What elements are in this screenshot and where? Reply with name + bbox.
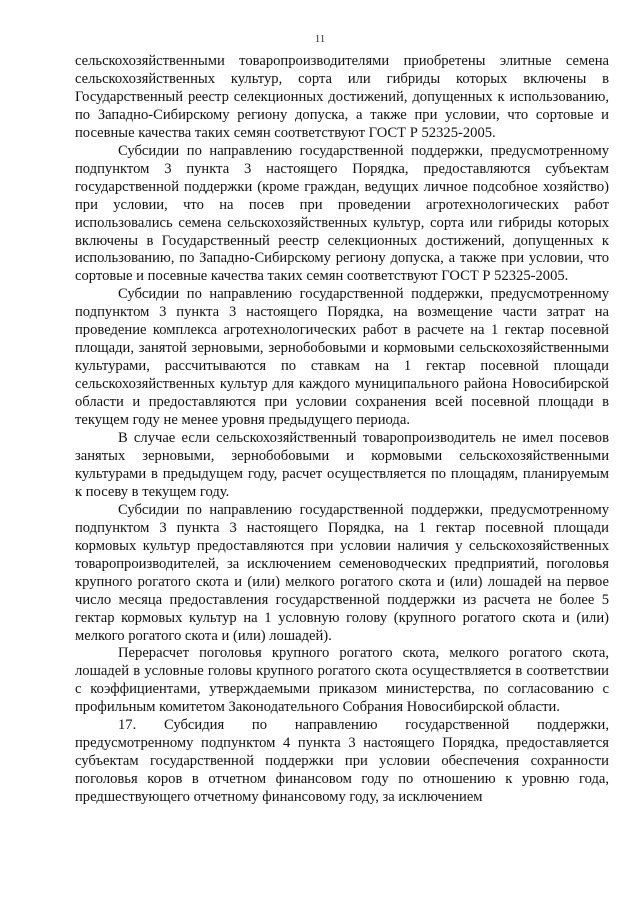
paragraph-no-previous-sowing: В случае если сельскохозяйственный товаропроизводитель не имел посевов занятых зерновыми, зернобобовыми и кормовыми сельскохозяйственными культурами в предыдущем году, расчет осуществляется по площадям, планируемым к посеву в текущем году. bbox=[75, 430, 609, 500]
page-number: 11 bbox=[314, 33, 326, 45]
paragraph-subsidy-fodder: Субсидии по направлению государственной поддержки, предусмотренному подпунктом 3 пункта 3 настоящего Порядка, на 1 гектар посевной площади кормовых культур предоставляются при условии наличия у сельскохозяйственных товаропроизводителей, за исключением семеноводческих предприятий, поголовья крупного рогатого скота и (или) мелкого рогатого скота и (или) лошадей на первое число месяца предоставления государственной поддержки из расчета не более 5 гектар кормовых культур на 1 условную голову (крупного рогатого скота и (или) мелкого рогатого скота и (или) лошадей). bbox=[75, 501, 609, 644]
paragraph-continuation: сельскохозяйственными товаропроизводителями приобретены элитные семена сельскохозяйственных культур, сорта или гибриды которых включены в Государственный реестр селекционных достижений, допущенных к использованию, по Западно-Сибирскому региону допуска, а также при условии, что сортовые и посевные качества таких семян соответствуют ГОСТ Р 52325-2005. bbox=[75, 53, 609, 141]
paragraph-subsidy-agrotech: Субсидии по направлению государственной поддержки, предусмотренному подпунктом 3 пункта 3 настоящего Порядка, на возмещение части затрат на проведение комплекса агротехнологических работ в расчете на 1 гектар посевной площади, занятой зерновыми, зернобобовыми и кормовыми сельскохозяйственными культурами, рассчитываются по ставкам на 1 гектар посевной площади сельскохозяйственных культур для каждого муниципального района Новосибирской области и предоставляются при условии сохранения всей посевной площади в текущем году не менее уровня предыдущего периода. bbox=[75, 286, 609, 429]
document-body bbox=[75, 53, 609, 807]
paragraph-subsidy-seeds: Субсидии по направлению государственной поддержки, предусмотренному подпунктом 3 пункта 3 настоящего Порядка, предоставляются субъектам государственной поддержки (кроме граждан, ведущих личное подсобное хозяйство) при условии, что на посев при проведении агротехнологических работ использовались семена сельскохозяйственных культур, сорта или гибриды которых включены в Государственный реестр селекционных достижений, допущенных к использованию, по Западно-Сибирскому региону допуска, а также при условии, что сортовые и посевные качества таких семян соответствуют ГОСТ Р 52325-2005. bbox=[75, 142, 609, 285]
paragraph-livestock-conversion: Перерасчет поголовья крупного рогатого скота, мелкого рогатого скота, лошадей в условные головы крупного рогатого скота осуществляется в соответствии с коэффициентами, утверждаемыми приказом министерства, по согласованию с профильным комитетом Законодательного Собрания Новосибирской области. bbox=[75, 645, 609, 716]
paragraph-item-17: 17. Субсидия по направлению государственной поддержки, предусмотренному подпунктом 4 пункта 3 настоящего Порядка, предоставляется субъектам государственной поддержки при условии обеспечения сохранности поголовья коров в отчетном финансовом году по отношению к уровню года, предшествующего отчетному финансовому году, за исключением bbox=[75, 717, 609, 806]
